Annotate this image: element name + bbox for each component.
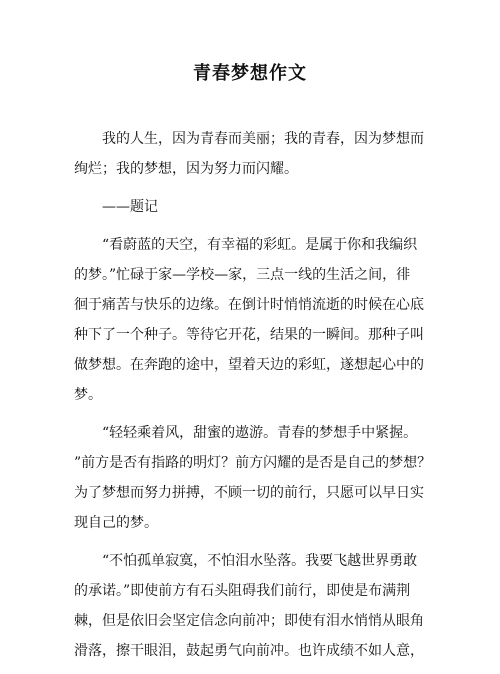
text-line: 做梦想。在奔跑的途中，望着天边的彩虹，遂想起心中的 <box>74 357 424 373</box>
paragraph-rainbow <box>74 230 434 410</box>
document-body <box>74 124 434 674</box>
text-line: “轻轻乘着风，甜蜜的遨游。青春的梦想手中紧握。 <box>102 425 418 441</box>
text-line: “不怕孤单寂寞，不怕泪水坠落。我要飞越世界勇敢 <box>102 553 418 569</box>
text-line: 我的人生，因为青春而美丽；我的青春，因为梦想而 <box>102 131 424 147</box>
text-line: 绚烂；我的梦想，因为努力而闪耀。 <box>74 161 298 177</box>
text-line: “看蔚蓝的天空，有幸福的彩虹。是属于你和我编织 <box>102 237 418 253</box>
paragraph-intro <box>74 124 434 184</box>
text-line: 种下了一个种子。等待它开花，结果的一瞬间。那种子叫 <box>74 327 424 343</box>
text-line: 梦。 <box>74 387 102 403</box>
paragraph-courage <box>74 546 434 666</box>
paragraph-epigraph-source <box>74 192 434 222</box>
text-line: 现自己的梦。 <box>74 515 158 531</box>
text-line: ”前方是否有指路的明灯？前方闪耀的是否是自己的梦想？ <box>74 455 432 471</box>
text-line: 的承诺。”即使前方有石头阻碍我们前行，即使是布满荆 <box>74 583 411 599</box>
text-line: 棘，但是依旧会坚定信念向前冲；即使有泪水悄悄从眼角 <box>74 613 424 629</box>
text-line: ——题记 <box>102 199 158 215</box>
text-line: 滑落，擦干眼泪，鼓起勇气向前冲。也许成绩不如人意， <box>74 643 424 659</box>
text-line: 的梦。”忙碌于家—学校—家，三点一线的生活之间，徘 <box>74 267 411 283</box>
text-line: 徊于痛苦与快乐的边缘。在倒计时悄悄流逝的时候在心底 <box>74 297 424 313</box>
document-title: 青春梦想作文 <box>193 63 307 84</box>
paragraph-wind <box>74 418 434 538</box>
text-line: 为了梦想而努力拼搏，不顾一切的前行，只愿可以早日实 <box>74 485 424 501</box>
